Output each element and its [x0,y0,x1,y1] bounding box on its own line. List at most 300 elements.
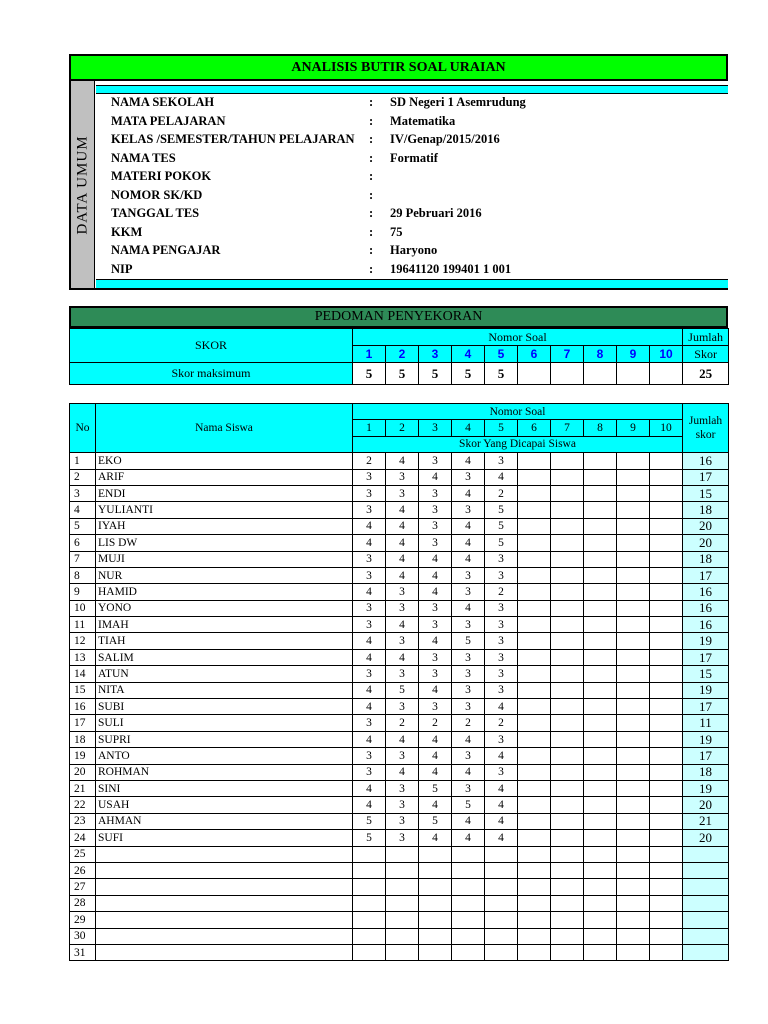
score-cell [650,535,683,551]
score-cell [518,453,551,469]
student-name: AHMAN [96,813,353,829]
score-cell [551,813,584,829]
score-cell [584,879,617,895]
question-number: 10 [650,346,683,363]
total-score: 16 [683,617,729,633]
student-name [96,928,353,944]
score-cell: 3 [353,502,386,518]
score-cell: 3 [452,682,485,698]
score-cell: 3 [485,600,518,616]
table-row [70,846,729,862]
nomor-soal-header: Nomor Soal [353,329,683,346]
total-score [683,895,729,911]
table-row [70,879,729,895]
student-name [96,862,353,878]
score-cell [386,846,419,862]
cyan-divider-bottom [96,279,728,288]
student-name: ARIF [96,469,353,485]
score-cell [650,518,683,534]
score-cell [617,535,650,551]
student-name [96,912,353,928]
student-no: 4 [70,502,96,518]
max-score [617,363,650,385]
score-cell: 2 [386,715,419,731]
score-cell [551,748,584,764]
score-cell [617,666,650,682]
score-cell [650,813,683,829]
student-name: SUBI [96,699,353,715]
total-score: 17 [683,469,729,485]
score-cell [551,862,584,878]
table-row [70,731,729,747]
max-score: 5 [353,363,386,385]
score-cell: 3 [353,666,386,682]
info-label: NAMA TES [111,150,176,165]
score-cell [551,682,584,698]
score-cell [551,502,584,518]
side-label-box [71,81,95,288]
score-cell [419,895,452,911]
score-cell [617,699,650,715]
score-cell: 5 [485,518,518,534]
score-cell [386,944,419,960]
student-no: 12 [70,633,96,649]
student-scores-section [69,403,728,961]
score-cell [584,535,617,551]
question-number: 8 [584,346,617,363]
score-cell [353,912,386,928]
score-cell [584,862,617,878]
score-cell [650,584,683,600]
total-score: 21 [683,813,729,829]
score-cell [584,649,617,665]
score-cell: 3 [452,502,485,518]
no-header: No [70,404,96,453]
total-score: 16 [683,600,729,616]
score-cell: 3 [452,666,485,682]
score-cell: 3 [419,699,452,715]
info-label: MATA PELAJARAN [111,113,226,128]
name-header: Nama Siswa [96,404,353,453]
question-number: 5 [485,346,518,363]
score-cell: 3 [386,633,419,649]
student-name: SUFI [96,830,353,846]
total-score: 18 [683,502,729,518]
score-cell [551,846,584,862]
info-value: SD Negeri 1 Asemrudung [390,95,526,109]
info-value: 29 Pebruari 2016 [390,206,482,220]
score-cell: 3 [386,797,419,813]
score-cell: 3 [452,699,485,715]
table-row [70,567,729,583]
score-cell [551,731,584,747]
score-cell [551,535,584,551]
score-cell [518,518,551,534]
student-no: 14 [70,666,96,682]
score-cell: 4 [386,649,419,665]
student-name: HAMID [96,584,353,600]
info-label: MATERI POKOK [111,169,212,183]
score-cell [617,682,650,698]
score-cell [617,928,650,944]
score-cell: 3 [386,485,419,501]
student-name: NUR [96,567,353,583]
score-cell: 4 [419,764,452,780]
student-no: 3 [70,485,96,501]
score-cell: 3 [353,551,386,567]
score-cell [485,944,518,960]
score-cell [617,748,650,764]
score-cell [518,600,551,616]
total-score: 17 [683,748,729,764]
max-score: 5 [452,363,485,385]
score-cell [650,617,683,633]
score-cell [650,699,683,715]
score-cell [584,666,617,682]
table-row [70,944,729,960]
table-row [70,666,729,682]
student-no: 11 [70,617,96,633]
score-cell [617,518,650,534]
score-cell: 3 [353,617,386,633]
score-cell [518,862,551,878]
score-cell [617,567,650,583]
student-name: ATUN [96,666,353,682]
student-name [96,944,353,960]
score-cell [584,715,617,731]
score-cell [584,813,617,829]
score-cell: 3 [353,469,386,485]
score-cell: 3 [485,666,518,682]
score-cell [353,895,386,911]
score-cell: 4 [452,453,485,469]
score-cell [518,617,551,633]
nomor-soal-header: Nomor Soal [353,404,683,420]
score-cell [518,584,551,600]
score-cell [650,649,683,665]
score-cell: 4 [485,797,518,813]
score-cell: 4 [452,813,485,829]
question-number: 9 [617,346,650,363]
info-colon: : [369,187,374,202]
score-cell: 4 [353,797,386,813]
score-cell [584,764,617,780]
score-cell [518,764,551,780]
score-cell [485,895,518,911]
score-cell: 2 [485,485,518,501]
score-cell [551,666,584,682]
student-name: USAH [96,797,353,813]
general-data-panel [69,81,728,290]
table-row [70,485,729,501]
score-cell [584,912,617,928]
student-name: YULIANTI [96,502,353,518]
score-cell [419,912,452,928]
table-row [70,715,729,731]
score-cell: 4 [419,633,452,649]
score-cell [617,797,650,813]
student-no: 27 [70,879,96,895]
student-name: YONO [96,600,353,616]
scoring-guide-section [69,306,728,385]
info-colon: : [369,150,374,165]
score-cell: 4 [452,764,485,780]
student-no: 13 [70,649,96,665]
score-cell [518,928,551,944]
score-cell: 3 [353,600,386,616]
score-cell [518,666,551,682]
score-cell [518,715,551,731]
score-cell [551,764,584,780]
score-cell: 4 [386,502,419,518]
info-colon: : [369,206,374,220]
max-score [584,363,617,385]
score-cell: 2 [353,453,386,469]
student-no: 10 [70,600,96,616]
total-score [683,862,729,878]
table-row [70,633,729,649]
score-cell [617,944,650,960]
question-number: 6 [518,346,551,363]
student-no: 20 [70,764,96,780]
score-cell [584,944,617,960]
score-cell: 4 [386,453,419,469]
side-label: DATA UMUM [74,134,90,235]
total-score: 15 [683,666,729,682]
score-cell [650,600,683,616]
score-cell: 5 [353,830,386,846]
score-cell [650,895,683,911]
score-cell [650,715,683,731]
score-cell [518,780,551,796]
score-cell: 3 [386,469,419,485]
score-cell: 4 [419,731,452,747]
student-no: 8 [70,567,96,583]
score-cell: 4 [452,551,485,567]
score-cell: 3 [485,649,518,665]
student-no: 31 [70,944,96,960]
score-cell [617,485,650,501]
total-score: 19 [683,633,729,649]
total-score [683,879,729,895]
total-score: 20 [683,535,729,551]
info-colon: : [369,132,374,146]
score-cell: 4 [452,535,485,551]
score-cell: 4 [353,518,386,534]
score-cell [485,862,518,878]
table-row [70,797,729,813]
score-cell [551,797,584,813]
score-cell [650,862,683,878]
question-number: 2 [386,420,419,436]
score-cell: 3 [419,666,452,682]
score-cell [353,928,386,944]
score-cell [485,912,518,928]
score-cell [518,633,551,649]
score-cell [386,895,419,911]
score-cell [650,797,683,813]
score-cell: 3 [386,830,419,846]
general-data-section [69,54,728,290]
student-name: MUJI [96,551,353,567]
score-cell: 3 [485,453,518,469]
table-row [70,764,729,780]
score-cell [584,469,617,485]
skor-header: SKOR [70,329,353,363]
score-cell [617,633,650,649]
score-cell [452,895,485,911]
student-no: 9 [70,584,96,600]
score-cell: 3 [386,748,419,764]
score-cell [650,748,683,764]
score-cell [518,682,551,698]
score-cell [419,928,452,944]
total-score [683,944,729,960]
max-score: 5 [386,363,419,385]
max-score [551,363,584,385]
score-cell: 3 [386,780,419,796]
score-cell [584,731,617,747]
score-cell: 3 [485,633,518,649]
question-number: 4 [452,346,485,363]
score-cell: 4 [386,731,419,747]
score-cell: 4 [452,485,485,501]
student-no: 22 [70,797,96,813]
table-row [70,780,729,796]
total-score [683,846,729,862]
score-cell [650,633,683,649]
question-number: 4 [452,420,485,436]
question-number: 1 [353,420,386,436]
score-cell: 3 [419,535,452,551]
score-cell: 4 [485,748,518,764]
score-cell [584,600,617,616]
score-cell: 3 [452,584,485,600]
student-name: ENDI [96,485,353,501]
score-cell [551,912,584,928]
score-cell [650,551,683,567]
info-value: 19641120 199401 1 001 [390,261,512,276]
score-cell: 4 [419,830,452,846]
score-cell [551,649,584,665]
score-cell [617,649,650,665]
score-cell [485,846,518,862]
score-cell [386,912,419,928]
table-row [70,600,729,616]
score-cell [518,567,551,583]
score-cell: 3 [386,600,419,616]
score-cell: 4 [353,731,386,747]
student-no: 18 [70,731,96,747]
score-cell: 4 [386,551,419,567]
skor-maksimum-label: Skor maksimum [70,363,353,385]
score-cell [650,682,683,698]
score-cell [617,895,650,911]
score-cell: 3 [485,567,518,583]
score-cell: 3 [485,731,518,747]
score-cell [386,879,419,895]
score-cell [584,567,617,583]
score-cell: 4 [419,567,452,583]
student-name: SALIM [96,649,353,665]
student-no: 30 [70,928,96,944]
score-cell: 2 [452,715,485,731]
table-row [70,895,729,911]
score-cell [551,895,584,911]
score-cell [518,649,551,665]
question-number: 9 [617,420,650,436]
score-cell: 3 [353,764,386,780]
score-cell [551,879,584,895]
student-no: 2 [70,469,96,485]
score-cell: 4 [386,617,419,633]
score-cell [419,846,452,862]
info-value: 75 [390,224,403,239]
score-cell [485,928,518,944]
info-label: TANGGAL TES [111,206,200,220]
score-cell [518,912,551,928]
score-cell: 4 [419,469,452,485]
score-cell [452,846,485,862]
score-cell: 4 [353,780,386,796]
score-cell [551,485,584,501]
score-cell: 4 [485,780,518,796]
score-cell: 4 [485,813,518,829]
score-cell [584,551,617,567]
score-cell [551,699,584,715]
table-row [70,813,729,829]
score-cell: 4 [452,731,485,747]
total-score: 16 [683,453,729,469]
score-cell: 3 [419,617,452,633]
score-cell [551,715,584,731]
max-score [650,363,683,385]
question-number: 3 [419,420,452,436]
table-row [70,830,729,846]
score-cell: 3 [485,682,518,698]
score-cell: 3 [353,567,386,583]
score-cell [650,780,683,796]
info-value: IV/Genap/2015/2016 [390,132,500,146]
score-cell [584,584,617,600]
table-row [70,584,729,600]
score-cell [617,830,650,846]
score-cell [518,485,551,501]
score-cell: 3 [419,518,452,534]
total-score: 19 [683,780,729,796]
table-row [70,518,729,534]
score-cell [617,715,650,731]
question-number: 6 [518,420,551,436]
max-score: 5 [485,363,518,385]
score-cell [617,764,650,780]
score-cell: 4 [353,633,386,649]
student-scores-table [69,403,729,961]
info-label: NAMA SEKOLAH [111,95,215,109]
student-no: 16 [70,699,96,715]
score-cell [650,666,683,682]
score-cell [584,518,617,534]
score-cell [650,469,683,485]
score-cell: 3 [419,600,452,616]
total-score: 20 [683,518,729,534]
score-cell [617,551,650,567]
info-colon: : [369,243,374,257]
score-cell: 3 [452,469,485,485]
score-cell [584,846,617,862]
score-cell [617,912,650,928]
table-row [70,682,729,698]
